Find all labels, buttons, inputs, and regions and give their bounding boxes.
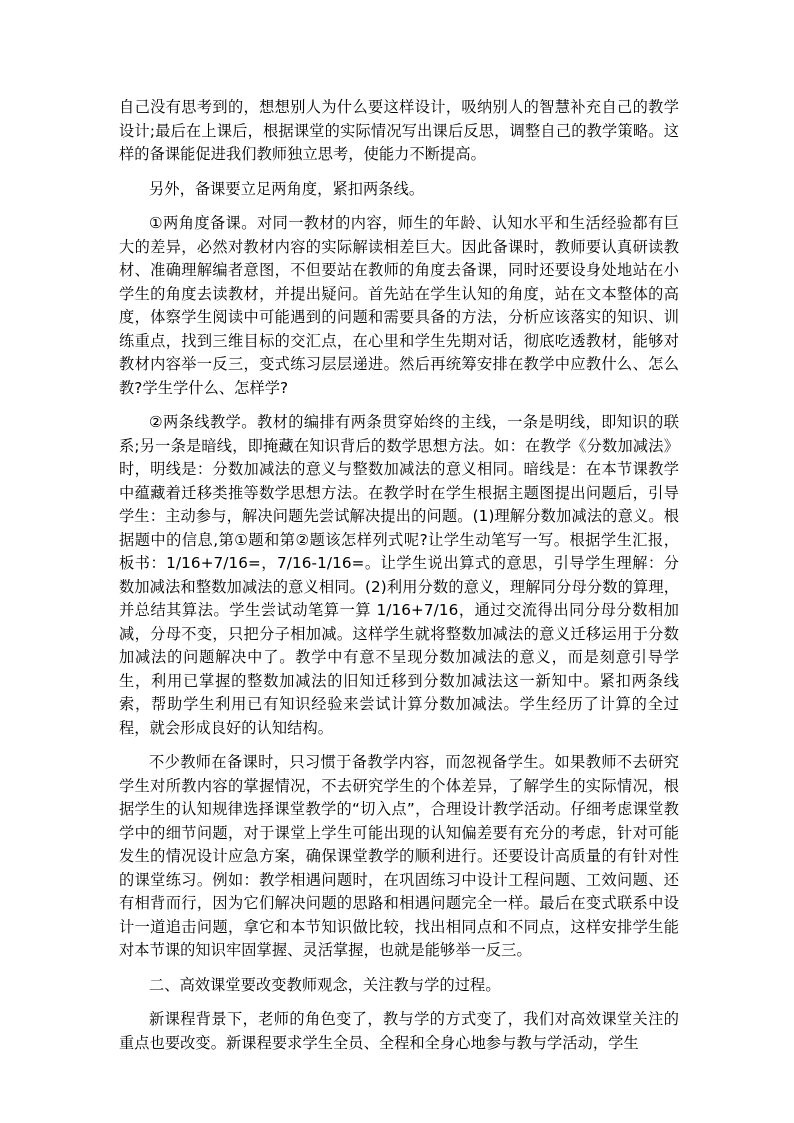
document-page [119,96,679,1055]
section-heading: 二、高效课堂要改变教师观念，关注教与学的过程。 [149,975,501,994]
paragraph-4: ②两条线教学。教材的编排有两条贯穿始终的主线，一条是明线，即知识的联系;另一条是暗线，即掩藏在知识背后的数学思想方法。如：在教学《分数加减法》时，明线是：分数加减法的意义与整数加减法的意义相同。暗线是：在本节课教学中蕴藏着迁移类推等数学思想方法。在教学时在学生根据主题图提出问题后，引导学生：主动参与，解决问题先尝试解决提出的问题。(1)理解分数加减法的意义。根据题中的信息,第①题和第②题该怎样列式呢?让学生动笔写一写。根据学生汇报，板书：1/16+7/16=，7/16-1/16=。让学生说出算式的意思，引导学生理解：分数加减法和整数加减法的意义相同。(2)利用分数的意义，理解同分母分数的算理，并总结其算法。学生尝试动笔算一算 1/16+7/16，通过交流得出同分母分数相加减，分母不变，只把分子相加减。这样学生就将整数加减法的意义迁移运用于分数加减法的问题解决中了。教学中有意不呈现分数加减法的意义，而是刻意引导学生，利用已掌握的整数加减法的旧知迁移到分数加减法这一新知中。紧扣两条线索，帮助学生利用已有知识经验来尝试计算分数加减法。学生经历了计算的全过程，就会形成良好的认知结构。 [119,413,679,737]
paragraph-5: 不少教师在备课时，只习惯于备教学内容，而忽视备学生。如果教师不去研究学生对所教内容的掌握情况，不去研究学生的个体差异，了解学生的实际情况，根据学生的认知规律选择课堂教学的“切入点”，合理设计教学活动。仔细考虑课堂教学中的细节问题，对于课堂上学生可能出现的认知偏差要有充分的考虑，针对可能发生的情况设计应急方案，确保课堂教学的顺利进行。还要设计高质量的有针对性的课堂练习。例如：教学相遇问题时，在巩固练习中设计工程问题、工效问题、还有相背而行，因为它们解决问题的思路和相遇问题完全一样。最后在变式联系中设计一道追击问题，拿它和本节知识做比较，找出相同点和不同点，这样安排学生能对本节课的知识牢固掌握、灵活掌握，也就是能够举一反三。 [119,753,679,959]
paragraph-2: 另外，备课要立足两角度，紧扣两条线。 [149,179,425,198]
paragraph-3: ①两角度备课。对同一教材的内容，师生的年龄、认知水平和生活经验都有巨大的差异，必然对教材内容的实际解读相差巨大。因此备课时，教师要认真研读教材、准确理解编者意图，不但要站在教师的角度去备课，同时还要设身处地站在小学生的角度去读教材，并提出疑问。首先站在学生认知的角度，站在文本整体的高度，体察学生阅读中可能遇到的问题和需要具备的方法，分析应该落实的知识、训练重点，找到三维目标的交汇点，在心里和学生先期对话，彻底吃透教材，能够对教材内容举一反三，变式练习层层递进。然后再统筹安排在教学中应教什么、怎么教?学生学什么、怎样学? [119,214,679,397]
paragraph-1: 自己没有思考到的，想想别人为什么要这样设计，吸纳别人的智慧补充自己的教学设计;最后在上课后，根据课堂的实际情况写出课后反思，调整自己的教学策略。这样的备课能促进我们教师独立思考，使能力不断提高。 [119,98,679,163]
paragraph-7: 新课程背景下，老师的角色变了，教与学的方式变了，我们对高效课堂关注的重点也要改变。新课程要求学生全员、全程和全身心地参与教与学活动，学生 [119,1010,679,1052]
